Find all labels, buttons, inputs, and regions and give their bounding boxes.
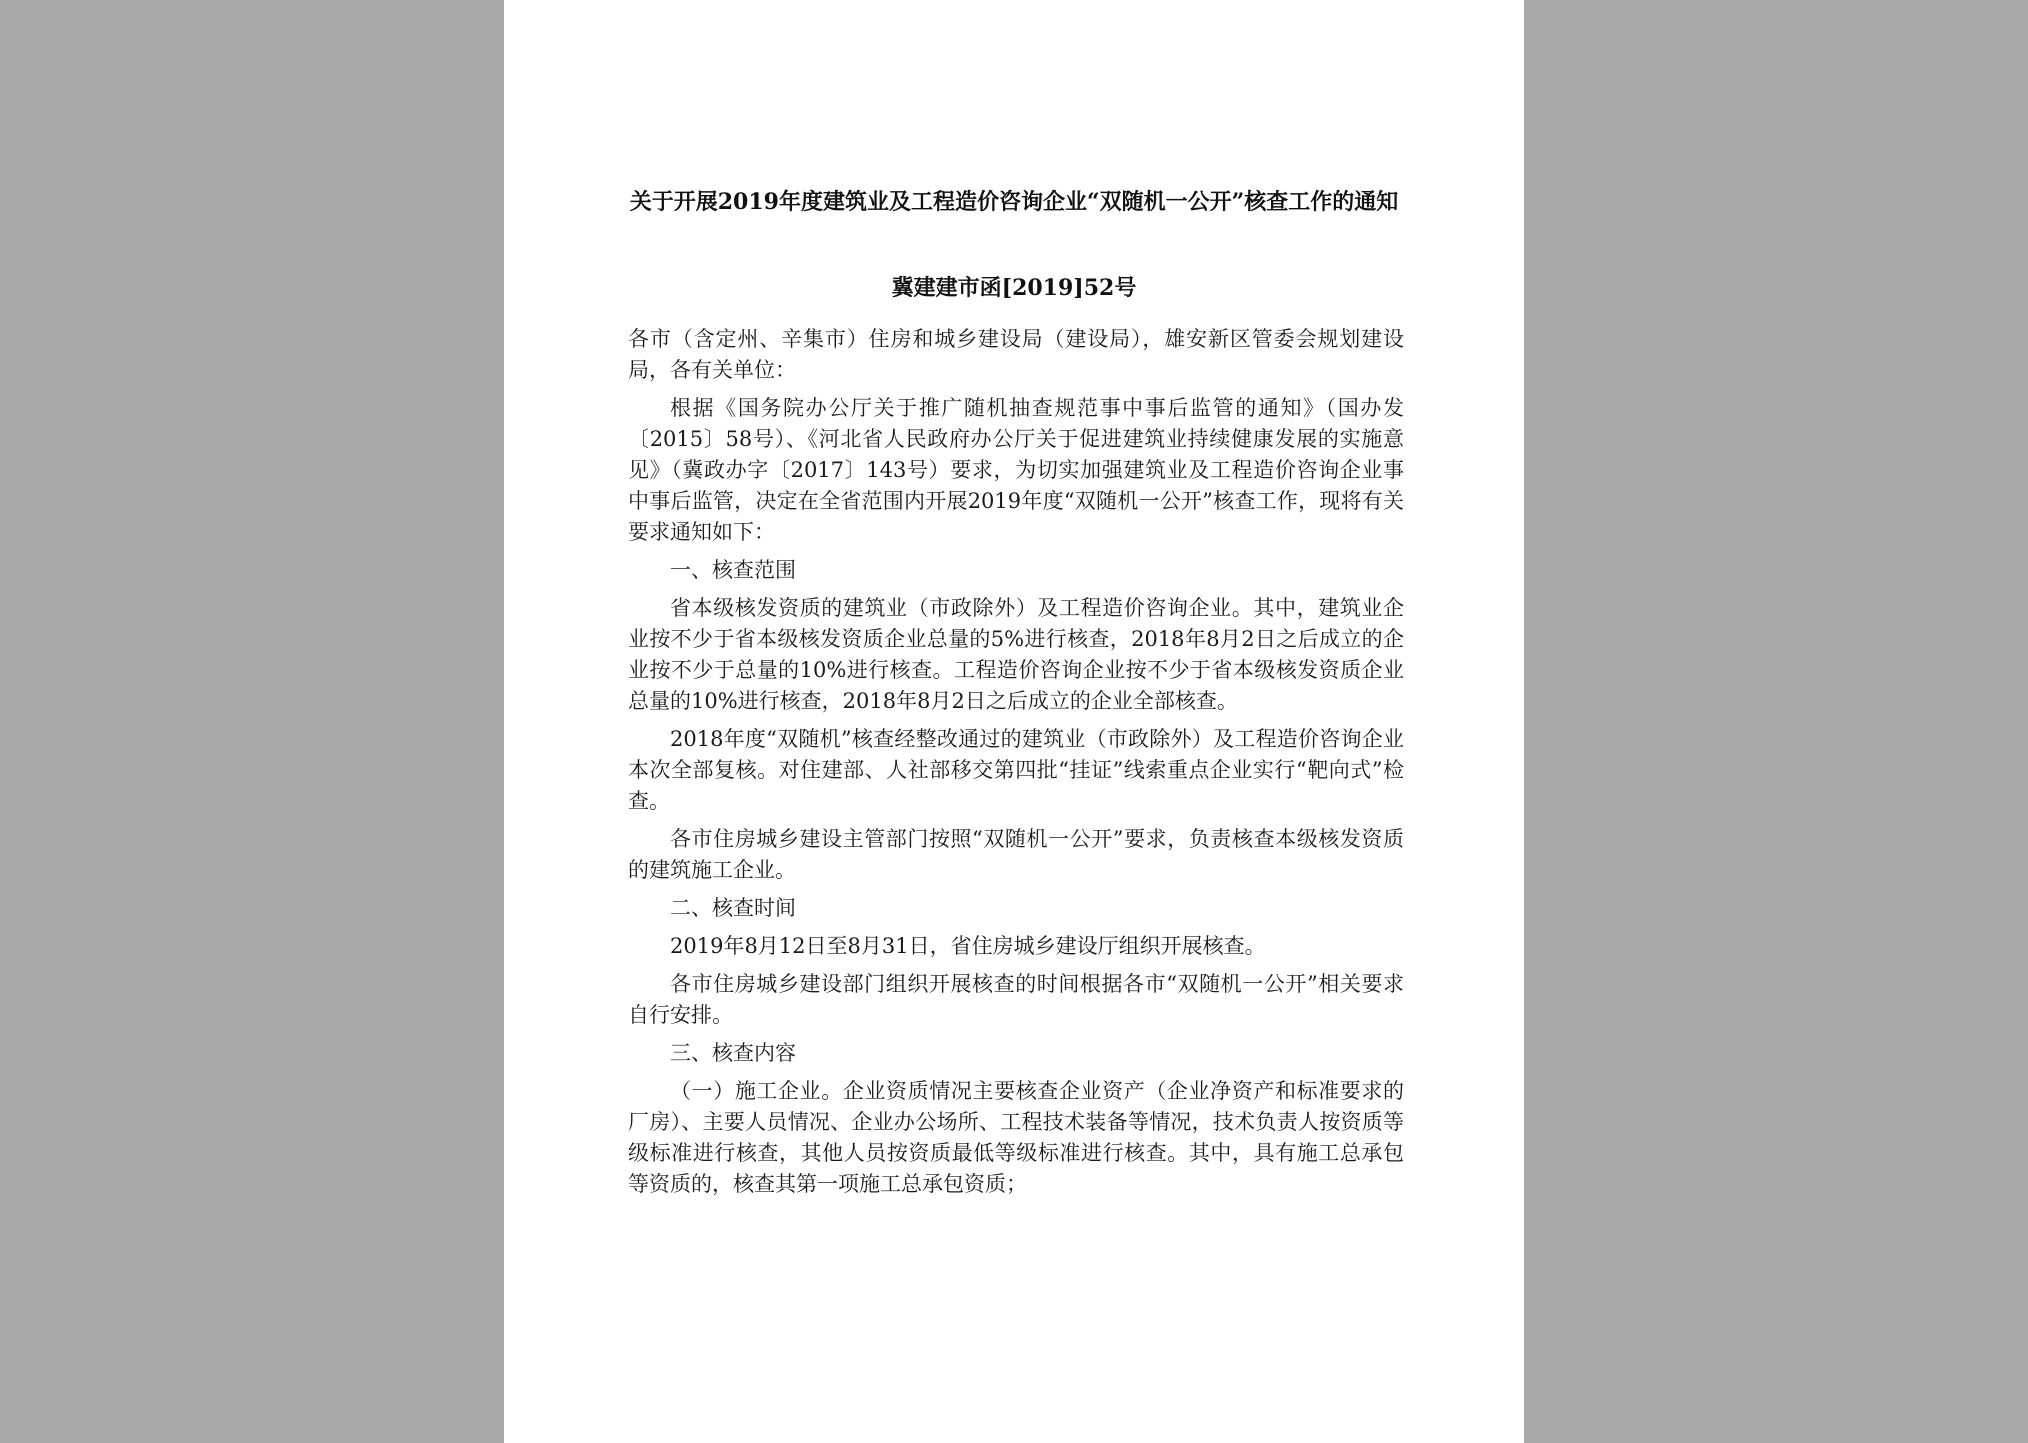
paragraph: 各市住房城乡建设部门组织开展核查的时间根据各市“双随机一公开”相关要求自行安排。	[628, 972, 1404, 1027]
paragraph: 各市住房城乡建设主管部门按照“双随机一公开”要求，负责核查本级核发资质的建筑施工企业。	[628, 827, 1404, 882]
section-heading: 一、核查范围	[670, 558, 796, 582]
document-page	[504, 0, 1524, 1443]
document-body	[628, 324, 1404, 1207]
section-heading: 三、核查内容	[670, 1041, 796, 1065]
document-number: 冀建建市函[2019]52号	[891, 275, 1137, 301]
paragraph: 2019年8月12日至8月31日，省住房城乡建设厅组织开展核查。	[670, 934, 1266, 958]
section-heading: 二、核查时间	[670, 896, 796, 920]
paragraph: 根据《国务院办公厅关于推广随机抽查规范事中事后监管的通知》（国办发〔2015〕58号）、《河北省人民政府办公厅关于促进建筑业持续健康发展的实施意见》（冀政办字〔2017〕143号）要求，为切实加强建筑业及工程造价咨询企业事中事后监管，决定在全省范围内开展2019年度“双随机一公开”核查工作，现将有关要求通知如下：	[628, 396, 1404, 544]
paragraph: 2018年度“双随机”核查经整改通过的建筑业（市政除外）及工程造价咨询企业本次全部复核。对住建部、人社部移交第四批“挂证”线索重点企业实行“靶向式”检查。	[628, 727, 1404, 813]
paragraph: 省本级核发资质的建筑业（市政除外）及工程造价咨询企业。其中，建筑业企业按不少于省本级核发资质企业总量的5%进行核查，2018年8月2日之后成立的企业按不少于总量的10%进行核查。工程造价咨询企业按不少于省本级核发资质企业总量的10%进行核查，2018年8月2日之后成立的企业全部核查。	[628, 596, 1404, 713]
document-title: 关于开展2019年度建筑业及工程造价咨询企业“双随机一公开”核查工作的通知	[629, 189, 1399, 215]
paragraph: （一）施工企业。企业资质情况主要核查企业资产（企业净资产和标准要求的厂房）、主要人员情况、企业办公场所、工程技术装备等情况，技术负责人按资质等级标准进行核查，其他人员按资质最低等级标准进行核查。其中，具有施工总承包等资质的，核查其第一项施工总承包资质；	[628, 1079, 1404, 1196]
salutation: 各市（含定州、辛集市）住房和城乡建设局（建设局），雄安新区管委会规划建设局，各有关单位：	[628, 327, 1404, 382]
